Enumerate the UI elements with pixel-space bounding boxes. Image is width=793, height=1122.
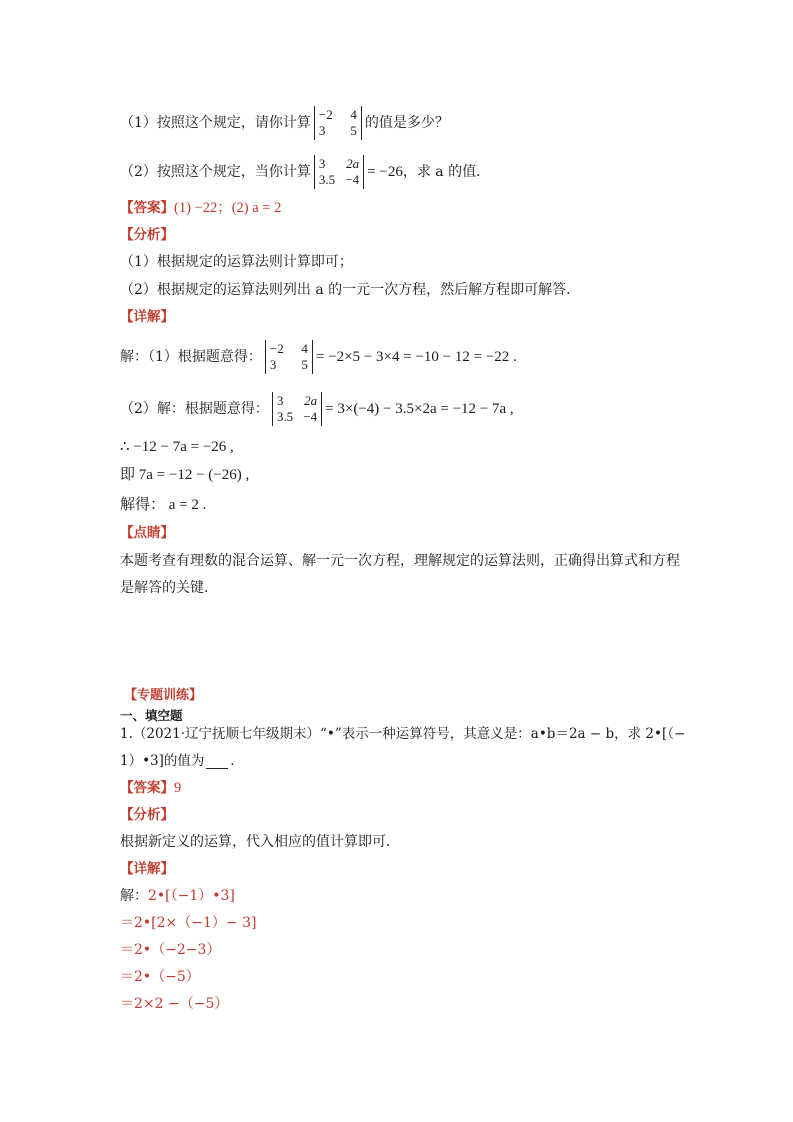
det-d: −4 <box>303 409 318 424</box>
q2-detail-tag: 【详解】 <box>120 861 174 877</box>
det-d: −4 <box>345 172 360 187</box>
q2-step-text: ＝2×2 −（−5） <box>120 996 229 1012</box>
comment-line-1 <box>120 551 680 571</box>
analysis-line-2 <box>120 280 580 300</box>
answer-line <box>120 198 281 218</box>
part2-prefix: （2）按照这个规定，当你计算 <box>120 164 311 180</box>
det-c: 3.5 <box>276 409 294 424</box>
solution-2 <box>120 392 514 426</box>
part1-suffix: 的值是多少？ <box>364 115 449 131</box>
comment-tag: 【点睛】 <box>120 525 174 541</box>
determinant <box>272 392 322 426</box>
q2-step-text: ＝2•[2×（−1）− 3] <box>120 915 257 931</box>
q2-detail-prefix: 解： <box>120 888 148 904</box>
step-1-text: ∴ −12 − 7a = −26 , <box>120 439 234 455</box>
solution-1 <box>120 340 517 374</box>
analysis-tag: 【分析】 <box>120 227 174 243</box>
part1-prefix: （1）按照这个规定，请你计算 <box>120 115 311 131</box>
det-d: 5 <box>301 357 308 372</box>
analysis-text-2: （2）根据规定的运算法则列出 a 的一元一次方程，然后解方程即可解答． <box>120 282 581 298</box>
q2-answer-text: 9 <box>174 780 182 796</box>
analysis-text-1: （1）根据规定的运算法则计算即可； <box>120 254 353 270</box>
question-2-text-1: 1.（2021·辽宁抚顺七年级期末）“•”表示一种运算符号，其意义是：a•b＝2a − b，求 2•[（− <box>120 726 686 742</box>
solution-2-prefix: （2）解：根据题意得： <box>120 401 269 417</box>
det-c: 3 <box>318 123 326 138</box>
detail-tag: 【详解】 <box>120 309 174 325</box>
q2-answer-tag: 【答案】 <box>120 780 174 796</box>
analysis-tag-line <box>120 225 174 245</box>
solution-1-prefix: 解：（1）根据题意得： <box>120 349 262 365</box>
det-d: 5 <box>350 123 357 138</box>
part2-suffix: ，求 a 的值． <box>402 164 491 180</box>
det-a: 3 <box>276 393 284 408</box>
q2-step-text: ＝2•（−5） <box>120 969 200 985</box>
q2-detail-step-4 <box>120 967 200 987</box>
det-a: −2 <box>269 341 284 356</box>
part2-equals: = −26 <box>367 164 403 180</box>
det-a: 3 <box>318 156 326 171</box>
step-3-text: 解得： a = 2 . <box>120 497 207 513</box>
det-c: 3.5 <box>318 172 336 187</box>
analysis-line-1 <box>120 252 353 272</box>
q2-detail-tag-line <box>120 859 174 879</box>
q2-analysis-tag: 【分析】 <box>120 807 174 823</box>
question-2-line-2 <box>120 751 244 771</box>
det-b: 4 <box>301 341 308 356</box>
det-a: −2 <box>318 107 333 122</box>
solution-1-rest: = −2×5 − 3×4 = −10 − 12 = −22 . <box>315 349 517 365</box>
q2-detail-step-2 <box>120 913 256 933</box>
determinant <box>314 106 362 140</box>
q2-analysis-line <box>120 832 400 852</box>
q2-answer-line <box>120 778 181 798</box>
step-2 <box>120 465 249 485</box>
q2-detail-step-3 <box>120 940 220 960</box>
question-2-text-2b: ． <box>230 753 244 769</box>
comment-text-1: 本题考查有理数的混合运算、解一元一次方程，理解规定的运算法则，正确得出算式和方程 <box>120 553 680 569</box>
training-subtitle: 一、填空题 <box>120 708 183 723</box>
det-b: 2a <box>346 156 360 171</box>
q2-analysis-text: 根据新定义的运算，代入相应的值计算即可． <box>120 834 400 850</box>
determinant <box>265 340 313 374</box>
q2-detail-step-5 <box>120 994 228 1014</box>
question-part-1 <box>120 106 449 140</box>
question-2-line-1 <box>120 724 685 744</box>
det-b: 4 <box>350 107 357 122</box>
question-2-text-2a: 1）•3]的值为 <box>120 753 205 769</box>
determinant <box>314 155 364 189</box>
comment-text-2: 是解答的关键． <box>120 580 218 596</box>
detail-tag-line <box>120 307 174 327</box>
step-2-text: 即 7a = −12 − (−26) , <box>120 467 250 483</box>
solution-2-rest: = 3×(−4) − 3.5×2a = −12 − 7a , <box>325 401 514 417</box>
comment-tag-line <box>120 523 174 543</box>
answer-tag: 【答案】 <box>120 200 174 216</box>
det-b: 2a <box>304 393 318 408</box>
q2-step-text: ＝2•（−2−3） <box>120 942 221 958</box>
step-3 <box>120 495 206 515</box>
training-title: 【专题训练】 <box>124 688 203 703</box>
q2-detail-step-1 <box>120 886 235 906</box>
answer-text: (1) −22；(2) a = 2 <box>174 200 282 216</box>
comment-line-2 <box>120 578 218 598</box>
question-part-2 <box>120 155 490 189</box>
det-c: 3 <box>269 357 277 372</box>
answer-blank <box>206 754 228 769</box>
step-1 <box>120 437 234 457</box>
q2-analysis-tag-line <box>120 805 174 825</box>
q2-step-text: 2•[（−1）•3] <box>148 888 235 904</box>
